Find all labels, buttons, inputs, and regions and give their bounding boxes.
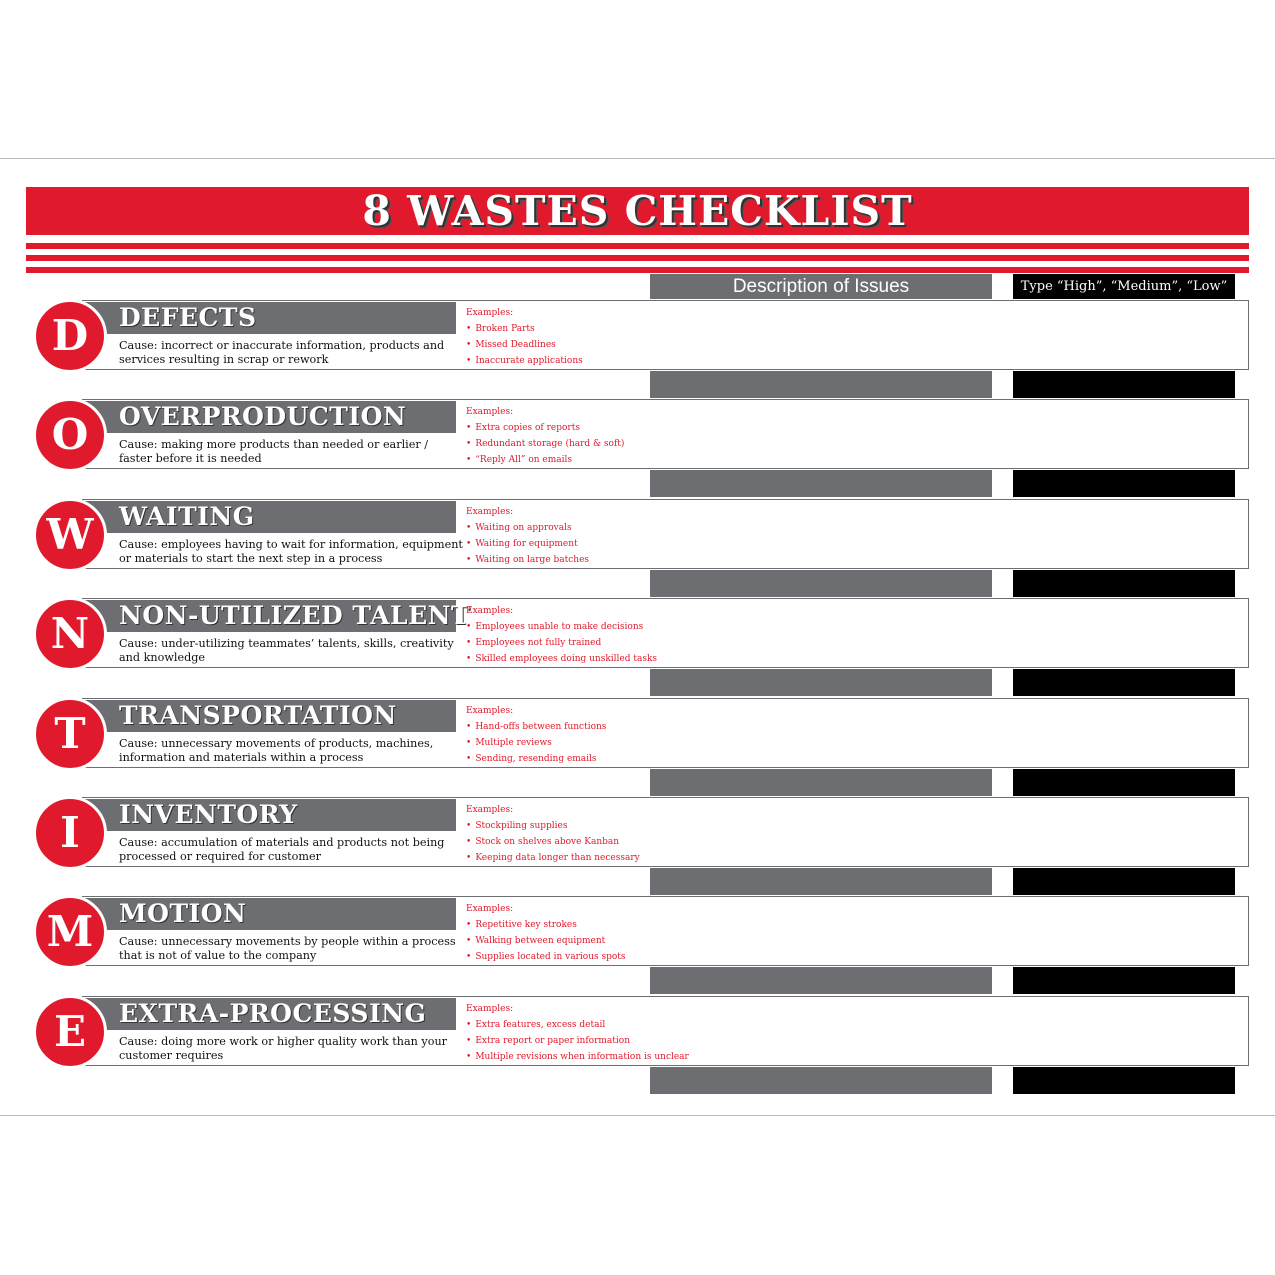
type-field[interactable] <box>1013 868 1235 895</box>
description-bar[interactable] <box>650 769 992 796</box>
letter-badge <box>33 895 107 969</box>
title-stripe <box>26 243 1249 249</box>
example-item: • Sending, resending emails <box>466 751 706 767</box>
badge-letter: D <box>51 311 89 360</box>
example-item: • Extra features, excess detail <box>466 1017 706 1033</box>
badge-letter: E <box>53 1007 86 1056</box>
examples-list <box>466 603 706 667</box>
waste-name: DEFECTS <box>119 303 257 332</box>
letter-badge <box>33 995 107 1069</box>
example-item: • Waiting on large batches <box>466 552 706 568</box>
title-banner <box>26 187 1249 235</box>
example-item: • Stockpiling supplies <box>466 818 706 834</box>
letter-badge <box>33 697 107 771</box>
letter-badge <box>33 299 107 373</box>
examples-list <box>466 802 706 866</box>
description-bar[interactable] <box>650 868 992 895</box>
waste-name: EXTRA-PROCESSING <box>119 999 427 1028</box>
example-item: • Stock on shelves above Kanban <box>466 834 706 850</box>
example-item: • Skilled employees doing unskilled tasks <box>466 651 706 667</box>
waste-row <box>0 499 1275 571</box>
examples-label: Examples: <box>466 308 514 318</box>
type-field[interactable] <box>1013 1067 1235 1094</box>
badge-letter: N <box>50 609 90 658</box>
waste-row <box>0 598 1275 670</box>
waste-cause: Cause: under-utilizing teammates’ talents, skills, creativity and knowledge <box>119 637 454 664</box>
examples-label: Examples: <box>466 507 514 517</box>
waste-cause: Cause: doing more work or higher quality work than your customer requires <box>119 1035 447 1062</box>
letter-badge <box>33 597 107 671</box>
example-item: • Waiting for equipment <box>466 536 706 552</box>
waste-row <box>0 300 1275 372</box>
type-field[interactable] <box>1013 470 1235 497</box>
letter-badge <box>33 498 107 572</box>
waste-name: TRANSPORTATION <box>119 701 397 730</box>
example-item: • Employees unable to make decisions <box>466 619 706 635</box>
waste-name: WAITING <box>119 502 255 531</box>
example-item: • Employees not fully trained <box>466 635 706 651</box>
waste-cause: Cause: unnecessary movements of products, machines, information and materials within a process <box>119 737 434 764</box>
waste-name: NON-UTILIZED TALENT <box>119 601 471 630</box>
example-item: • “Reply All” on emails <box>466 452 706 468</box>
type-field[interactable] <box>1013 669 1235 696</box>
type-column-header: Type “High”, “Medium”, “Low” <box>1013 274 1235 299</box>
waste-name: OVERPRODUCTION <box>119 402 407 431</box>
waste-name: MOTION <box>119 899 247 928</box>
examples-label: Examples: <box>466 904 514 914</box>
example-item: • Extra report or paper information <box>466 1033 706 1049</box>
examples-list <box>466 504 706 568</box>
examples-label: Examples: <box>466 805 514 815</box>
badge-letter: T <box>54 709 86 758</box>
letter-badge <box>33 796 107 870</box>
example-item: • Broken Parts <box>466 321 706 337</box>
description-bar[interactable] <box>650 371 992 398</box>
example-item: • Multiple reviews <box>466 735 706 751</box>
example-item: • Hand-offs between functions <box>466 719 706 735</box>
waste-cause: Cause: making more products than needed or earlier / faster before it is needed <box>119 438 429 465</box>
title-stripe <box>26 267 1249 273</box>
example-item: • Extra copies of reports <box>466 420 706 436</box>
example-item: • Repetitive key strokes <box>466 917 706 933</box>
examples-label: Examples: <box>466 407 514 417</box>
waste-cause: Cause: unnecessary movements by people within a process that is not of value to the company <box>119 935 456 962</box>
description-bar[interactable] <box>650 570 992 597</box>
waste-row <box>0 797 1275 869</box>
examples-list <box>466 703 706 767</box>
badge-letter: M <box>46 907 94 956</box>
badge-letter: W <box>46 510 94 559</box>
example-item: • Redundant storage (hard & soft) <box>466 436 706 452</box>
waste-cause: Cause: accumulation of materials and products not being processed or required for customer <box>119 836 445 863</box>
example-item: • Keeping data longer than necessary <box>466 850 706 866</box>
examples-label: Examples: <box>466 706 514 716</box>
example-item: • Missed Deadlines <box>466 337 706 353</box>
title-stripe <box>26 255 1249 261</box>
example-item: • Inaccurate applications <box>466 353 706 369</box>
description-bar[interactable] <box>650 470 992 497</box>
page-title: 8 WASTES CHECKLIST <box>362 186 913 235</box>
waste-row <box>0 896 1275 968</box>
waste-row <box>0 996 1275 1068</box>
description-column-header: Description of Issues <box>650 274 992 299</box>
waste-row <box>0 399 1275 471</box>
description-bar[interactable] <box>650 967 992 994</box>
examples-label: Examples: <box>466 606 514 616</box>
waste-name: INVENTORY <box>119 800 298 829</box>
waste-cause: Cause: incorrect or inaccurate information, products and services resulting in scrap or rework <box>119 339 445 366</box>
examples-list <box>466 901 706 965</box>
examples-list <box>466 404 706 468</box>
type-field[interactable] <box>1013 371 1235 398</box>
description-bar[interactable] <box>650 1067 992 1094</box>
type-field[interactable] <box>1013 967 1235 994</box>
waste-cause: Cause: employees having to wait for information, equipment or materials to start the next step in a process <box>119 538 463 565</box>
example-item: • Waiting on approvals <box>466 520 706 536</box>
type-field[interactable] <box>1013 570 1235 597</box>
example-item: • Supplies located in various spots <box>466 949 706 965</box>
example-item: • Multiple revisions when information is unclear <box>466 1049 706 1065</box>
description-bar[interactable] <box>650 669 992 696</box>
badge-letter: I <box>60 808 80 857</box>
checklist-poster <box>0 158 1275 1116</box>
waste-row <box>0 698 1275 770</box>
badge-letter: O <box>51 410 89 459</box>
examples-list <box>466 305 706 369</box>
examples-label: Examples: <box>466 1004 514 1014</box>
letter-badge <box>33 398 107 472</box>
type-field[interactable] <box>1013 769 1235 796</box>
example-item: • Walking between equipment <box>466 933 706 949</box>
examples-list <box>466 1001 706 1065</box>
